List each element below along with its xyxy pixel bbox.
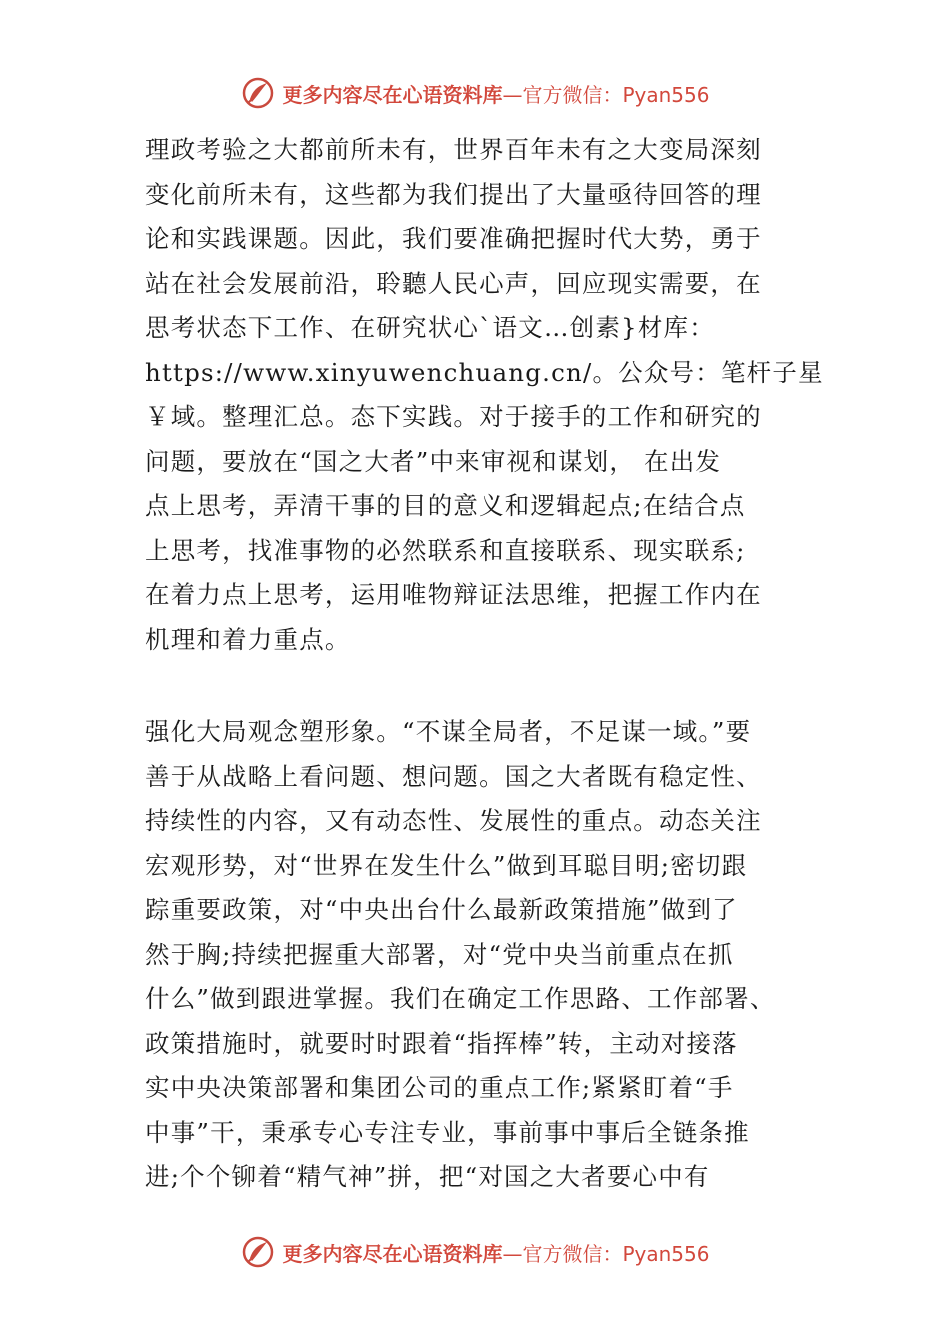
text-line: 政策措施时，就要时时跟着“指挥棒”转，主动对接落: [145, 1028, 738, 1058]
text-line: 问题，要放在“国之大者”中来审视和谋划， 在出发: [145, 446, 722, 476]
text-line: https://www.xinyuwenchuang.cn/。公众号：笔杆子星: [145, 357, 824, 387]
text-line: 实中央决策部署和集团公司的重点工作;紧紧盯着“手: [145, 1073, 734, 1102]
text-line: 宏观形势，对“世界在发生什么”做到耳聪目明;密切跟: [145, 850, 748, 880]
logo-icon: [240, 75, 276, 111]
text-line: 持续性的内容，又有动态性、发展性的重点。动态关注: [145, 806, 762, 835]
text-line: 中事”干，秉承专心专注专业，事前事中事后全链条推: [145, 1117, 750, 1147]
header-wechat: —官方微信：Pyan556: [502, 82, 710, 107]
text-line: 强化大局观念塑形象。“不谋全局者，不足谋一域。”要: [145, 717, 752, 746]
text-line: 在着力点上思考，运用唯物辩证法思维，把握工作内在: [145, 580, 762, 609]
footer-wechat: —官方微信：Pyan556: [502, 1241, 710, 1266]
paragraph-1: [145, 128, 825, 662]
logo-icon: [240, 1234, 276, 1270]
text-line: 踪重要政策，对“中央出台什么最新政策措施”做到了: [145, 895, 738, 924]
footer-banner: [0, 1230, 950, 1274]
text-line: 思考状态下工作、在研究状心`语文…创素}材库：: [145, 313, 715, 342]
text-line: 上思考，找准事物的必然联系和直接联系、现实联系;: [145, 535, 746, 565]
text-line: 什么”做到跟进掌握。我们在确定工作思路、工作部署、: [145, 984, 776, 1013]
text-line: 善于从战略上看问题、想问题。国之大者既有稳定性、: [145, 761, 762, 791]
text-line: 站在社会发展前沿，聆聽人民心声，回应现实需要，在: [145, 268, 762, 298]
text-line: 变化前所未有，这些都为我们提出了大量亟待回答的理: [145, 179, 762, 209]
paragraph-2: [145, 710, 825, 1200]
text-line: 理政考验之大都前所未有，世界百年未有之大变局深刻: [145, 135, 762, 164]
text-line: 点上思考，弄清干事的目的意义和逻辑起点;在结合点: [145, 491, 746, 520]
header-title: 更多内容尽在心语资料库: [282, 82, 503, 107]
text-line: 机理和着力重点。: [145, 624, 351, 654]
text-line: ￥域。整理汇总。态下实践。对于接手的工作和研究的: [145, 402, 762, 431]
footer-title: 更多内容尽在心语资料库: [282, 1241, 503, 1266]
paragraph-gap: [145, 662, 825, 710]
header-banner: [0, 71, 950, 115]
text-line: 进;个个铆着“精气神”拼，把“对国之大者要心中有: [145, 1162, 710, 1191]
document-body: [145, 128, 825, 1200]
text-line: 然于胸;持续把握重大部署，对“党中央当前重点在抓: [145, 939, 734, 969]
text-line: 论和实践课题。因此，我们要准确把握时代大势，勇于: [145, 224, 762, 253]
